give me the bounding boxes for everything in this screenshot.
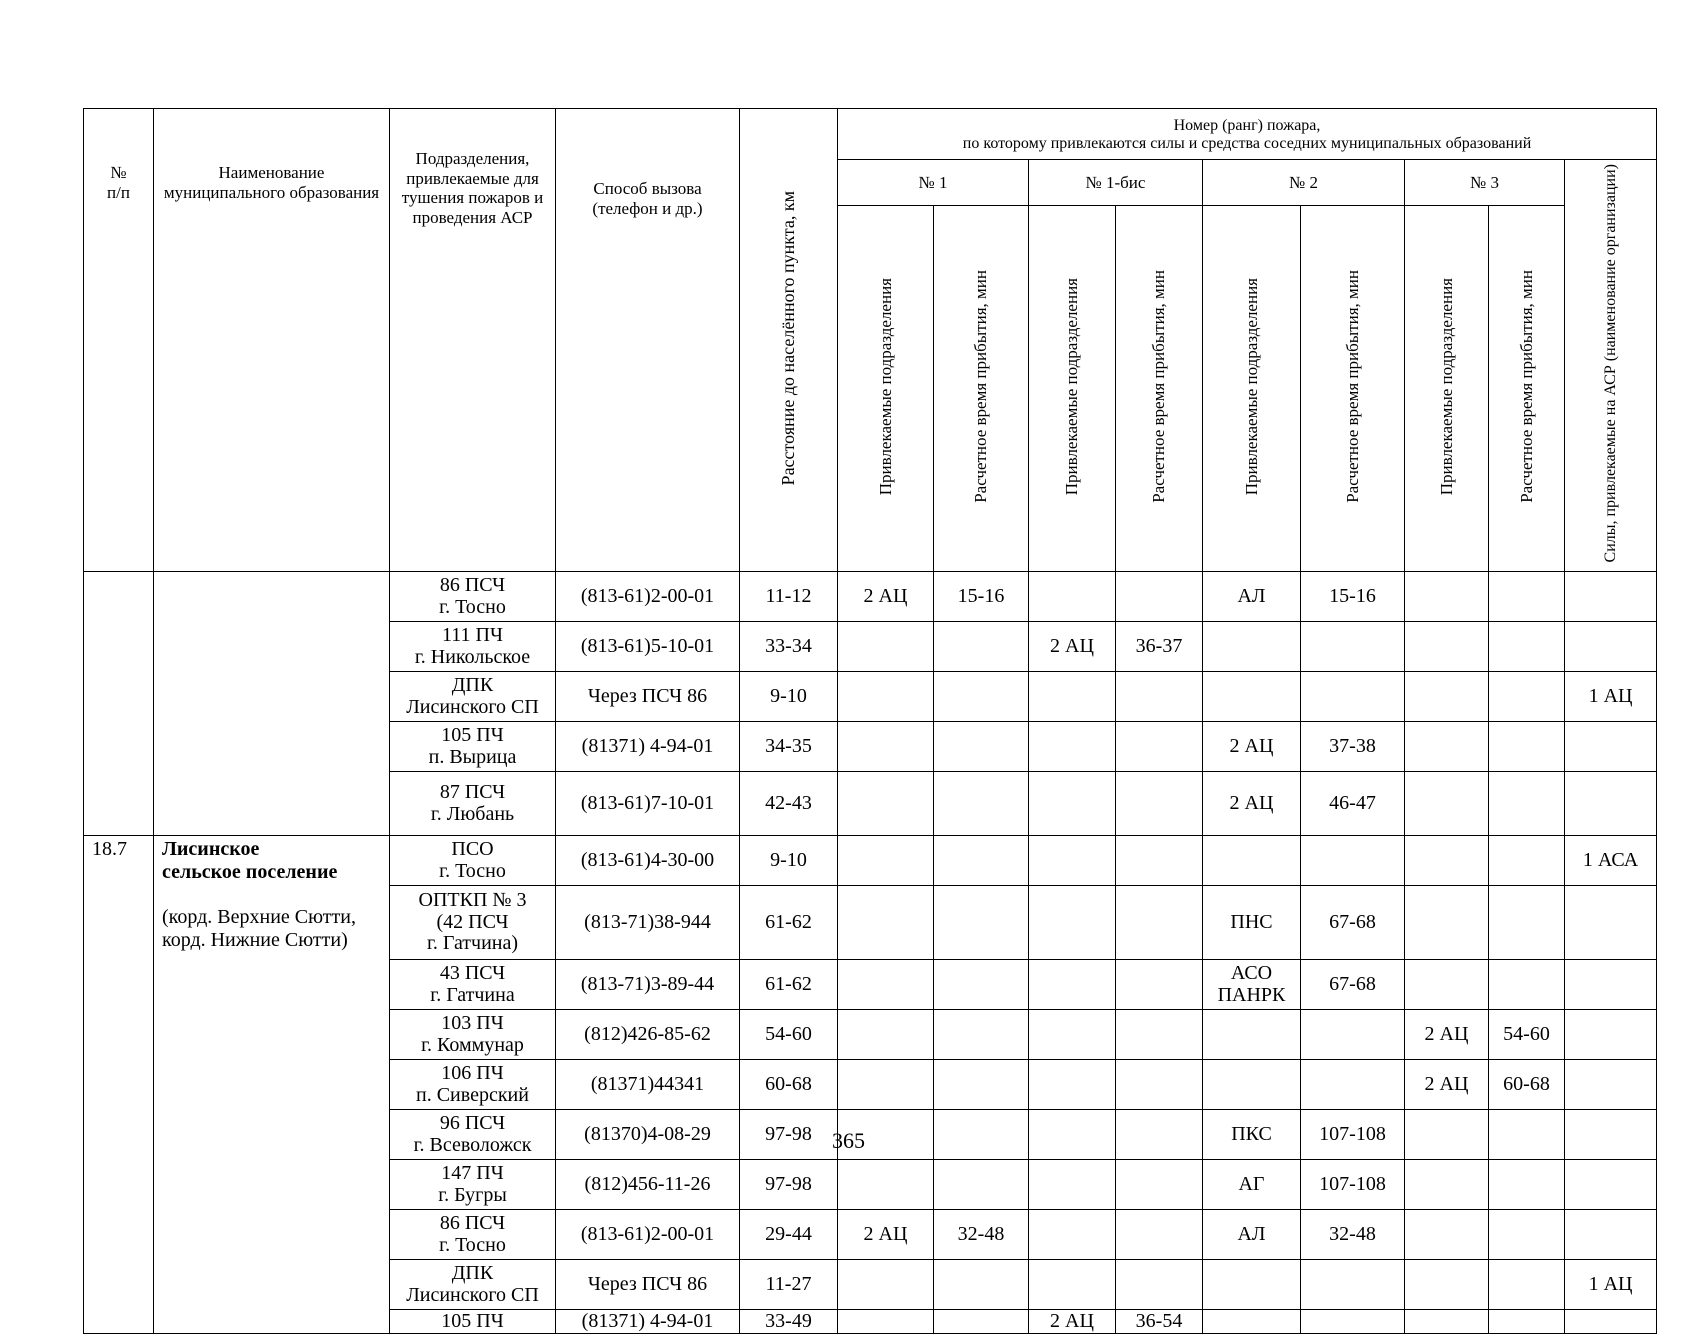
r2-time-cell: [1301, 836, 1405, 886]
unit-cell: 86 ПСЧ г. Тосно: [390, 572, 556, 622]
unit-cell: 87 ПСЧ г. Любань: [390, 772, 556, 836]
r1-unit-cell: [838, 1160, 934, 1210]
distance-cell: 60-68: [740, 1060, 838, 1110]
r3-unit-cell: [1405, 772, 1489, 836]
distance-cell: 97-98: [740, 1160, 838, 1210]
row-number-cell: [84, 572, 154, 836]
r1-time-cell: [934, 722, 1029, 772]
unit-cell: 86 ПСЧ г. Тосно: [390, 1210, 556, 1260]
distance-cell: 29-44: [740, 1210, 838, 1260]
r1b-time-cell: [1116, 886, 1203, 960]
unit-cell: 111 ПЧ г. Никольское: [390, 622, 556, 672]
r1b-time-cell: [1116, 772, 1203, 836]
asr-cell: 1 АЦ: [1565, 672, 1657, 722]
asr-cell: [1565, 572, 1657, 622]
r1-unit-cell: 2 АЦ: [838, 1210, 934, 1260]
phone-cell: (81371)44341: [556, 1060, 740, 1110]
unit-cell: ДПК Лисинского СП: [390, 672, 556, 722]
r1b-time-cell: [1116, 672, 1203, 722]
r3-unit-cell: [1405, 1310, 1489, 1334]
r1-time-cell: [934, 672, 1029, 722]
distance-cell: 54-60: [740, 1010, 838, 1060]
r3-time-cell: [1489, 1160, 1565, 1210]
r1b-unit-cell: [1029, 1160, 1116, 1210]
r3-unit-cell: [1405, 1210, 1489, 1260]
r1b-unit-cell: [1029, 672, 1116, 722]
phone-cell: Через ПСЧ 86: [556, 1260, 740, 1310]
r3-time-cell: [1489, 622, 1565, 672]
distance-cell: 61-62: [740, 886, 838, 960]
r2-time-cell: [1301, 622, 1405, 672]
distance-cell: 34-35: [740, 722, 838, 772]
distance-cell: 33-34: [740, 622, 838, 672]
r2-unit-cell: [1203, 622, 1301, 672]
unit-cell: ДПК Лисинского СП: [390, 1260, 556, 1310]
unit-cell: 106 ПЧ п. Сиверский: [390, 1060, 556, 1110]
r1-unit-cell: [838, 960, 934, 1010]
r3-time-cell: [1489, 1260, 1565, 1310]
table-body: [84, 572, 1657, 1334]
r2-time-cell: 32-48: [1301, 1210, 1405, 1260]
header-units: Подразделения, привлекаемые для тушения пожаров и проведения АСР: [390, 109, 556, 572]
r1b-time-cell: [1116, 722, 1203, 772]
phone-cell: (813-61)7-10-01: [556, 772, 740, 836]
r1-time-cell: [934, 1160, 1029, 1210]
distance-cell: 9-10: [740, 836, 838, 886]
asr-cell: [1565, 1210, 1657, 1260]
phone-cell: (812)456-11-26: [556, 1160, 740, 1210]
r2-unit-cell: АЛ: [1203, 1210, 1301, 1260]
phone-cell: (813-61)4-30-00: [556, 836, 740, 886]
r1-time-cell: [934, 1260, 1029, 1310]
r1b-time-cell: [1116, 572, 1203, 622]
distance-cell: 33-49: [740, 1310, 838, 1334]
r1-unit-cell: [838, 1310, 934, 1334]
r3-unit-cell: [1405, 1260, 1489, 1310]
r1b-unit-cell: 2 АЦ: [1029, 622, 1116, 672]
r2-unit-cell: [1203, 836, 1301, 886]
r1-time-cell: [934, 836, 1029, 886]
r1b-unit-cell: [1029, 1260, 1116, 1310]
r3-unit-cell: 2 АЦ: [1405, 1060, 1489, 1110]
asr-cell: [1565, 722, 1657, 772]
header-rank-3: № 3: [1405, 160, 1565, 206]
r2-time-cell: [1301, 1060, 1405, 1110]
r1b-unit-cell: [1029, 1060, 1116, 1110]
r2-unit-cell: [1203, 1260, 1301, 1310]
r1-time-cell: 15-16: [934, 572, 1029, 622]
r2-unit-cell: 2 АЦ: [1203, 772, 1301, 836]
r3-time-cell: [1489, 722, 1565, 772]
header-asr-forces: Силы, привлекаемые на АСР (наименование организации): [1565, 160, 1657, 572]
r1b-time-cell: [1116, 1210, 1203, 1260]
r3-unit-cell: [1405, 1160, 1489, 1210]
distance-cell: 97-98: [740, 1110, 838, 1160]
r1-time-cell: [934, 960, 1029, 1010]
header-r2-units: Привлекаемые подразделения: [1203, 206, 1301, 572]
header-municipality: Наименование муниципального образования: [154, 109, 390, 572]
header-rank-2: № 2: [1203, 160, 1405, 206]
r1-time-cell: [934, 886, 1029, 960]
municipality-name: Лисинское сельское поселение: [162, 838, 338, 884]
header-r1b-units: Привлекаемые подразделения: [1029, 206, 1116, 572]
asr-cell: [1565, 886, 1657, 960]
r2-unit-cell: ПНС: [1203, 886, 1301, 960]
municipality-note: (корд. Верхние Сютти, корд. Нижние Сютти): [162, 906, 356, 952]
phone-cell: (813-71)3-89-44: [556, 960, 740, 1010]
r1-unit-cell: [838, 672, 934, 722]
asr-cell: 1 АЦ: [1565, 1260, 1657, 1310]
r1b-unit-cell: [1029, 1010, 1116, 1060]
header-r1b-time: Расчетное время прибытия, мин: [1116, 206, 1203, 572]
r1b-unit-cell: 2 АЦ: [1029, 1310, 1116, 1334]
asr-cell: [1565, 960, 1657, 1010]
r2-unit-cell: АСО ПАНРК: [1203, 960, 1301, 1010]
header-rank-title: Номер (ранг) пожара, по которому привлекаются силы и средства соседних муниципальных образований: [838, 109, 1657, 160]
municipality-cell: [154, 572, 390, 836]
r1-unit-cell: [838, 772, 934, 836]
r2-time-cell: [1301, 1010, 1405, 1060]
r1b-time-cell: 36-37: [1116, 622, 1203, 672]
r2-time-cell: [1301, 1260, 1405, 1310]
r2-time-cell: [1301, 672, 1405, 722]
header-call-method: Способ вызова (телефон и др.): [556, 109, 740, 572]
r3-unit-cell: [1405, 622, 1489, 672]
r1-time-cell: [934, 772, 1029, 836]
phone-cell: (813-71)38-944: [556, 886, 740, 960]
phone-cell: (813-61)5-10-01: [556, 622, 740, 672]
r1-time-cell: [934, 622, 1029, 672]
r1b-unit-cell: [1029, 572, 1116, 622]
header-rank-1: № 1: [838, 160, 1029, 206]
r2-unit-cell: ПКС: [1203, 1110, 1301, 1160]
r1b-time-cell: [1116, 1160, 1203, 1210]
asr-cell: [1565, 1060, 1657, 1110]
r3-unit-cell: 2 АЦ: [1405, 1010, 1489, 1060]
r1-unit-cell: 2 АЦ: [838, 572, 934, 622]
r3-time-cell: [1489, 772, 1565, 836]
r1-time-cell: 32-48: [934, 1210, 1029, 1260]
r1-unit-cell: [838, 622, 934, 672]
r1b-unit-cell: [1029, 1210, 1116, 1260]
asr-cell: 1 АСА: [1565, 836, 1657, 886]
asr-cell: [1565, 1010, 1657, 1060]
row-number-cell: 18.7: [84, 836, 154, 1334]
unit-cell: 105 ПЧ: [390, 1310, 556, 1334]
r2-unit-cell: АГ: [1203, 1160, 1301, 1210]
r2-unit-cell: [1203, 1010, 1301, 1060]
r3-unit-cell: [1405, 960, 1489, 1010]
r1b-unit-cell: [1029, 886, 1116, 960]
unit-cell: 147 ПЧ г. Бугры: [390, 1160, 556, 1210]
distance-cell: 61-62: [740, 960, 838, 1010]
r1-unit-cell: [838, 836, 934, 886]
unit-cell: 105 ПЧ п. Вырица: [390, 722, 556, 772]
r2-unit-cell: 2 АЦ: [1203, 722, 1301, 772]
unit-cell: ОПТКП № 3 (42 ПСЧ г. Гатчина): [390, 886, 556, 960]
r2-time-cell: 67-68: [1301, 886, 1405, 960]
r3-time-cell: [1489, 572, 1565, 622]
r3-time-cell: [1489, 1210, 1565, 1260]
municipality-cell: [154, 836, 390, 1334]
r1-time-cell: [934, 1310, 1029, 1334]
r2-time-cell: 67-68: [1301, 960, 1405, 1010]
header-r1-units: Привлекаемые подразделения: [838, 206, 934, 572]
r1b-time-cell: [1116, 836, 1203, 886]
asr-cell: [1565, 1310, 1657, 1334]
table-row: [84, 572, 1657, 622]
r1b-unit-cell: [1029, 772, 1116, 836]
r2-time-cell: 15-16: [1301, 572, 1405, 622]
r1-unit-cell: [838, 1260, 934, 1310]
r1-unit-cell: [838, 722, 934, 772]
table-row: [84, 836, 1657, 886]
r2-time-cell: 37-38: [1301, 722, 1405, 772]
phone-cell: (813-61)2-00-01: [556, 1210, 740, 1260]
phone-cell: (812)426-85-62: [556, 1010, 740, 1060]
r1-time-cell: [934, 1060, 1029, 1110]
r2-unit-cell: [1203, 1310, 1301, 1334]
phone-cell: (813-61)2-00-01: [556, 572, 740, 622]
r1b-unit-cell: [1029, 722, 1116, 772]
distance-cell: 9-10: [740, 672, 838, 722]
phone-cell: (81371) 4-94-01: [556, 1310, 740, 1334]
header-r2-time: Расчетное время прибытия, мин: [1301, 206, 1405, 572]
r2-unit-cell: [1203, 1060, 1301, 1110]
r1-unit-cell: [838, 886, 934, 960]
distance-cell: 42-43: [740, 772, 838, 836]
r3-time-cell: 60-68: [1489, 1060, 1565, 1110]
r3-unit-cell: [1405, 672, 1489, 722]
r1b-time-cell: [1116, 1010, 1203, 1060]
unit-cell: ПСО г. Тосно: [390, 836, 556, 886]
r3-unit-cell: [1405, 836, 1489, 886]
unit-cell: 103 ПЧ г. Коммунар: [390, 1010, 556, 1060]
asr-cell: [1565, 622, 1657, 672]
r1-unit-cell: [838, 1060, 934, 1110]
r2-time-cell: [1301, 1310, 1405, 1334]
table-header: [84, 109, 1657, 572]
header-rank-1bis: № 1-бис: [1029, 160, 1203, 206]
header-num: № п/п: [84, 109, 154, 572]
header-distance: Расстояние до населённого пункта, км: [740, 109, 838, 572]
r3-time-cell: 54-60: [1489, 1010, 1565, 1060]
header-r3-units: Привлекаемые подразделения: [1405, 206, 1489, 572]
distance-cell: 11-12: [740, 572, 838, 622]
header-r1-time: Расчетное время прибытия, мин: [934, 206, 1029, 572]
r1-unit-cell: [838, 1010, 934, 1060]
r3-unit-cell: [1405, 886, 1489, 960]
r2-time-cell: 46-47: [1301, 772, 1405, 836]
r3-unit-cell: [1405, 722, 1489, 772]
header-r3-time: Расчетное время прибытия, мин: [1489, 206, 1565, 572]
r3-time-cell: [1489, 836, 1565, 886]
r3-time-cell: [1489, 1310, 1565, 1334]
distance-cell: 11-27: [740, 1260, 838, 1310]
phone-cell: (81370)4-08-29: [556, 1110, 740, 1160]
unit-cell: 43 ПСЧ г. Гатчина: [390, 960, 556, 1010]
r2-unit-cell: АЛ: [1203, 572, 1301, 622]
r1-time-cell: [934, 1010, 1029, 1060]
phone-cell: (81371) 4-94-01: [556, 722, 740, 772]
r2-time-cell: 107-108: [1301, 1110, 1405, 1160]
page-number: 365: [832, 1128, 865, 1153]
r3-time-cell: [1489, 960, 1565, 1010]
asr-cell: [1565, 772, 1657, 836]
r1b-unit-cell: [1029, 836, 1116, 886]
r1b-time-cell: 36-54: [1116, 1310, 1203, 1334]
r1b-time-cell: [1116, 960, 1203, 1010]
r1b-time-cell: [1116, 1060, 1203, 1110]
unit-cell: 96 ПСЧ г. Всеволожск: [390, 1110, 556, 1160]
r1b-unit-cell: [1029, 960, 1116, 1010]
r3-unit-cell: [1405, 572, 1489, 622]
r2-time-cell: 107-108: [1301, 1160, 1405, 1210]
r1b-time-cell: [1116, 1260, 1203, 1310]
r3-time-cell: [1489, 672, 1565, 722]
asr-cell: [1565, 1160, 1657, 1210]
r3-time-cell: [1489, 886, 1565, 960]
r2-unit-cell: [1203, 672, 1301, 722]
phone-cell: Через ПСЧ 86: [556, 672, 740, 722]
